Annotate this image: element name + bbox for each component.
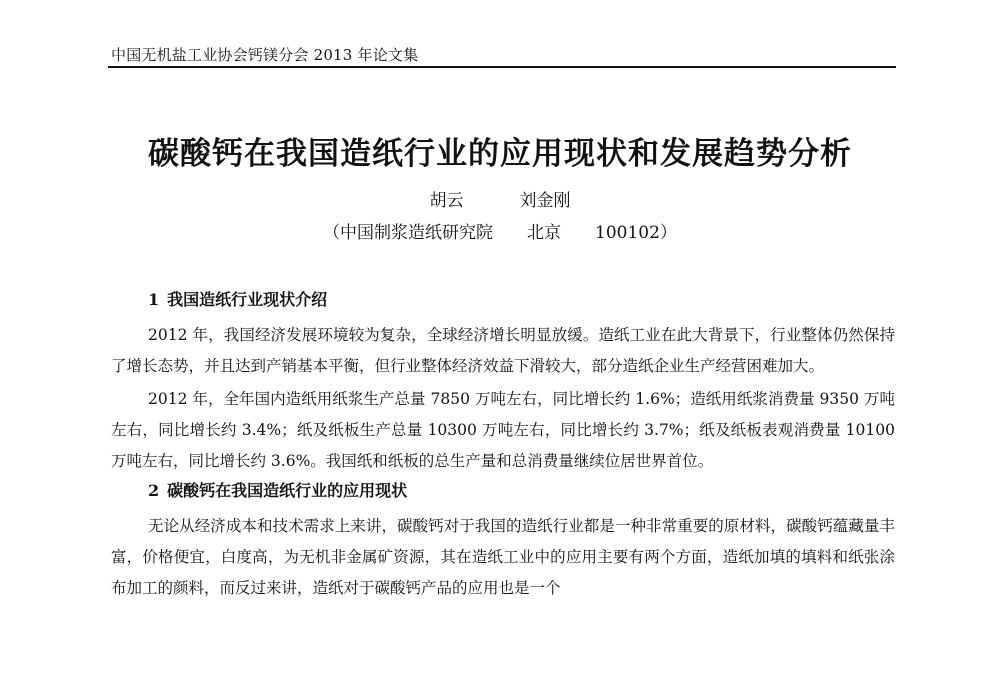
section-heading <box>111 479 895 503</box>
paragraph: 2012 年，我国经济发展环境较为复杂，全球经济增长明显放缓。造纸工业在此大背景下，行业整体仍然保持了增长态势，并且达到产销基本平衡，但行业整体经济效益下滑较大，部分造纸企业生产经营困难加大。 <box>111 326 895 375</box>
section-title: 我国造纸行业现状介绍 <box>167 290 328 309</box>
paragraph: 无论从经济成本和技术需求上来讲，碳酸钙对于我国的造纸行业都是一种非常重要的原材料，碳酸钙蕴藏量丰富，价格便宜，白度高，为无机非金属矿资源，其在造纸工业中的应用主要有两个方面，造纸加填的填料和纸张涂布加工的颜料，而反过来讲，造纸对于碳酸钙产品的应用也是一个 <box>111 517 895 597</box>
section-title: 碳酸钙在我国造纸行业的应用现状 <box>167 481 408 500</box>
author-name: 胡云 <box>429 191 464 211</box>
section-number: 1 <box>148 290 160 309</box>
section-number: 2 <box>148 481 160 500</box>
article-title: 碳酸钙在我国造纸行业的应用现状和发展趋势分析 <box>148 136 852 172</box>
header-rule <box>108 66 896 68</box>
affiliation-open-paren: （ <box>323 223 341 243</box>
paragraph: 2012 年，全年国内造纸用纸浆生产总量 7850 万吨左右，同比增长约 1.6%；造纸用纸浆消费量 9350 万吨左右，同比增长约 3.4%；纸及纸板生产总量 10300 万吨左右，同比增长约 3.7%；纸及纸板表观消费量 10100 万吨左右，同比增长约 3.6%。我国纸和纸板的总生产量和总消费量继续位居世界首位。 <box>111 390 895 470</box>
affiliation-zip: 100102 <box>595 223 660 243</box>
affiliation-line <box>0 218 1000 243</box>
section-heading <box>111 288 895 312</box>
running-header: 中国无机盐工业协会钙镁分会 2013 年论文集 <box>111 46 419 64</box>
affiliation-close-paren: ） <box>659 223 677 243</box>
affiliation-institution: 中国制浆造纸研究院 <box>340 223 494 243</box>
author-line <box>0 186 1000 211</box>
author-name: 刘金刚 <box>519 191 571 211</box>
article-body <box>111 288 895 606</box>
affiliation-city: 北京 <box>527 223 562 243</box>
